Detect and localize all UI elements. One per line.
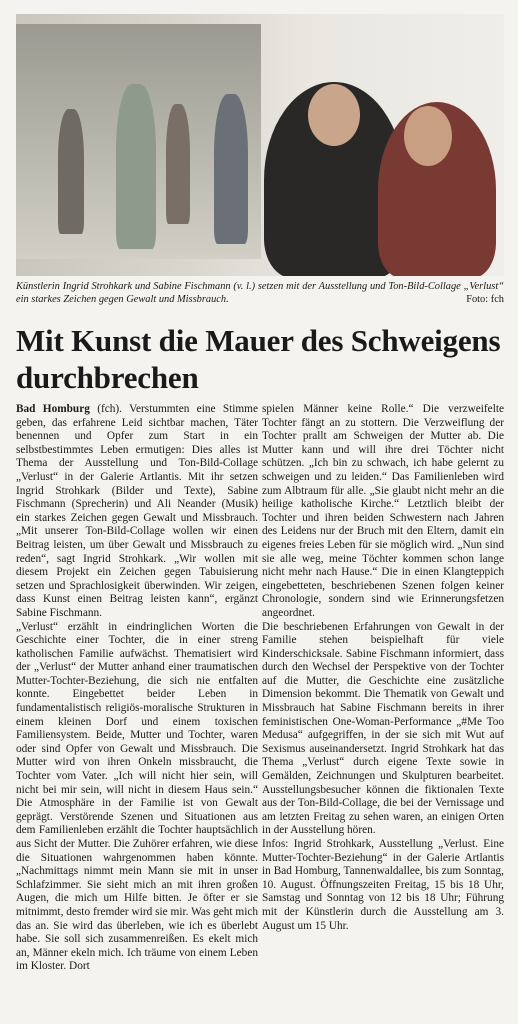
paragraph: spielen Männer keine Rolle.“ Die verzweifelte Tochter fängt an zu stottern. Die Verzweiflung der Tochter prallt am Schweigen der Mutter ab. Die Mutter kann und will ihre drei Töchter nicht schützen. „Ich bin zu schwach, ich habe gelernt zu schweigen und zu leiden.“ Das Familienleben wird zum Albtraum für alle. „Sie glaubt nicht mehr an die heilige katholische Kirche.“ Letztlich bleibt der Tochter und ihren beiden Schwestern nach Jahren des Leidens nur der Bruch mit den Eltern, damit ein eigenes freies Leben für sie möglich wird. „Nun sind sie alle weg, meine Töchter kommen schon lange nicht mehr nach Hause.“ Die in einen Klangteppich eingebetteten, beschriebenen Szenen folgen keiner Chronologie, sondern sind wie Erinnerungsfetzen angeordnet. <box>262 403 504 619</box>
painted-figure <box>116 84 156 249</box>
article-photo <box>16 14 504 276</box>
info-paragraph: Infos: Ingrid Strohkark, Ausstellung „Verlust. Eine Mutter-Tochter-Beziehung“ in der Galerie Artlantis in Bad Homburg, Tannenwaldallee, bis zum Sonntag, 10. August. Öffnungszeiten Freitag, 15 bis 18 Uhr, Samstag und Sonntag von 12 bis 18 Uhr; Führung mit der Künstlerin durch die Ausstellung am 3. August um 15 Uhr. <box>262 838 504 932</box>
painted-figure <box>166 104 190 224</box>
paragraph: Bad Homburg (fch). Verstummten eine Stimme geben, das erfahrene Leid sichtbar machen, Täter benennen und Opfer zum Start in ein selbstbestimmtes Leben ermutigen: Dies alles ist Thema der Ausstellung und Ton-Bild-Collage „Verlust“ in der Galerie Artlantis. Mit ihr setzen Ingrid Strohkark (Bilder und Texte), Sabine Fischmann (Sprecherin) und Ali Neander (Musik) ein starkes Zeichen gegen Gewalt und Missbrauch. „Mit unserer Ton-Bild-Collage wollen wir einen Beitrag leisten, um über Gewalt und Missbrauch zu reden“, sagt Ingrid Strohkark. „Wir wollen mit diesem Projekt ein Zeichen gegen Tabuisierung setzen und Sprachlosigkeit überwinden. Wir zeigen, dass Kunst einen Beitrag leisten kann“, ergänzt Sabine Fischmann. <box>16 403 258 619</box>
painted-figure <box>214 94 248 244</box>
photo-caption <box>16 280 504 306</box>
article-column-1 <box>16 403 258 974</box>
headline: Mit Kunst die Mauer des Schweigens durchbrechen <box>16 323 501 395</box>
photo-credit: Foto: fch <box>466 294 504 306</box>
article-column-2 <box>262 403 504 933</box>
face-left <box>308 84 360 146</box>
paragraph: Die beschriebenen Erfahrungen von Gewalt in der Familie stehen beispielhaft für viele Kinderschicksale. Sabine Fischmann informiert, dass durch den Wechsel der Perspektive von der Tochter auf die Mutter, die Geschichte eine zusätzliche Dimension bekommt. Die Thematik von Gewalt und Missbrauch hat Sabine Fischmann bereits in ihrer feministischen One-Woman-Performance „#Me Too Medusa“ aufgegriffen, in der sie sich mit Wut auf Sexismus auseinandersetzt. Ingrid Strohkark hat das Thema „Verlust“ durch eigene Texte sowie in Gemälden, Zeichnungen und Skulpturen bearbeitet. Ausstellungsbesucher können die fiktionalen Texte aus der Ton-Bild-Collage, die bei der Vernissage und am letzten Freitag zu sehen waren, an einigen Orten in der Ausstellung hören. <box>262 620 504 837</box>
paragraph: „Verlust“ erzählt in eindringlichen Worten die Geschichte einer Tochter, die in einer streng katholischen Familie aufwächst. Thematisiert wird der „Verlust“ der Mutter anhand einer traumatischen Mutter-Tochter-Beziehung, die sich nie entfalten konnte. Eingebettet beider Leben in fundamentalistisch religiös-moralische Strukturen in einem kleinen Dorf und einem toxischen Familiensystem. Beide, Mutter und Tochter, waren oder sind Opfer von Gewalt und Missbrauch. Die Mutter wird von ihren Onkeln missbraucht, die Tochter vom Vater. „Ich will nicht hier sein, will nicht bei mir sein, will nicht in diesem Haus sein.“ Die Atmosphäre in der Familie ist von Gewalt geprägt. Verstörende Szenen und Situationen aus dem Familienleben erzählt die Tochter hauptsächlich aus Sicht der Mutter. Die Zuhörer erfahren, wie diese die Situationen wahrgenommen haben könnte. „Nachmittags nimmt mein Mann sie mit in unser Schlafzimmer. Sie sieht mich an mit ihren großen Augen, die mich um Hilfe bitten. Je öfter er sie mitnimmt, desto fremder wird sie mir. Was geht mich das an. Sie wird das überleben, wie ich es überlebt habe. Sie soll sich zusammenreißen. Es ekelt mich an, Männer ekeln mich. Ich träume von einem Leben im Kloster. Dort <box>16 620 258 973</box>
dateline: Bad Homburg <box>16 403 90 415</box>
caption-text: Künstlerin Ingrid Strohkark und Sabine Fischmann (v. l.) setzen mit der Ausstellung und Ton-Bild-Collage „Verlust“ ein starkes Zeichen gegen Gewalt und Missbrauch. <box>16 281 504 306</box>
painted-figure <box>58 109 84 234</box>
face-right <box>404 106 452 166</box>
